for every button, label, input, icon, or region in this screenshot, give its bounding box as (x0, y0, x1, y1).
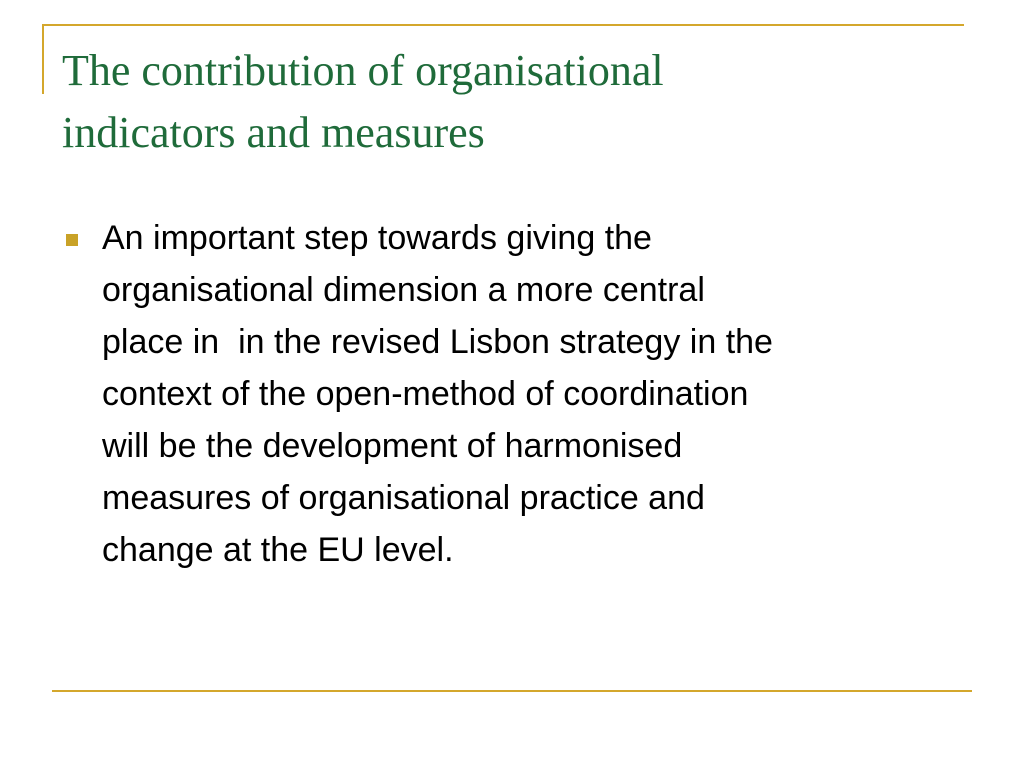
bullet-text (102, 212, 966, 576)
bullet-line: place in in the revised Lisbon strategy in the (102, 323, 773, 361)
bullet-line: change at the EU level. (102, 531, 454, 569)
slide-title (62, 40, 962, 164)
bullet-item (66, 212, 966, 576)
top-accent-line (42, 24, 964, 26)
bullet-line: will be the development of harmonised (102, 427, 683, 465)
bottom-accent-line (52, 690, 972, 692)
bullet-line: context of the open-method of coordination (102, 375, 749, 413)
bullet-line: An important step towards giving the (102, 219, 652, 257)
title-line: The contribution of organisational (62, 46, 664, 95)
bullet-line: organisational dimension a more central (102, 271, 705, 309)
left-accent-line (42, 24, 44, 94)
square-bullet-icon (66, 234, 78, 246)
bullet-line: measures of organisational practice and (102, 479, 705, 517)
title-line: indicators and measures (62, 108, 485, 157)
